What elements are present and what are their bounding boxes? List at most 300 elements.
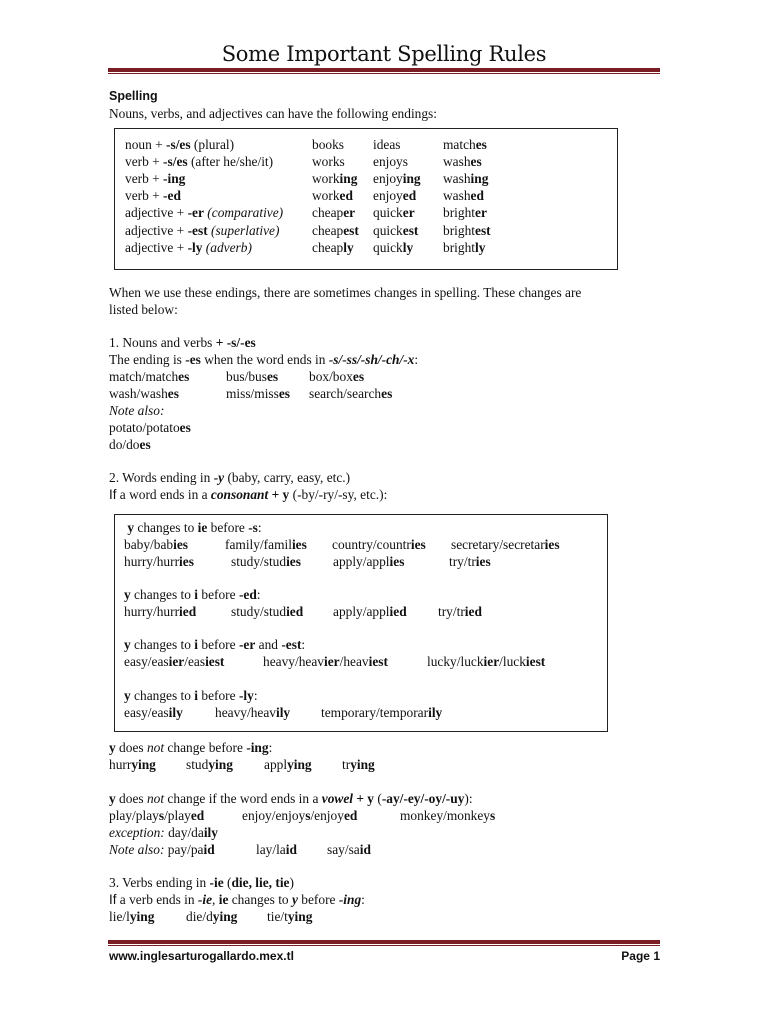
line-r1-ex2-run: es: [278, 386, 290, 401]
line-r2-title-run: (baby, carry, easy, etc.): [224, 470, 351, 485]
line-r3-rule-run: changes to: [228, 892, 292, 907]
endings-rule-run: -s/es: [166, 137, 191, 152]
line-b4-ex-example: [124, 705, 183, 721]
line-b1-head-run: y: [124, 520, 135, 535]
endings-example-run: ing: [339, 171, 358, 187]
endings-example-run: work: [312, 188, 340, 204]
line-vow-ex-run: play/play: [109, 808, 159, 823]
line-b4-head: [124, 688, 258, 704]
endings-example-run: ed: [470, 188, 484, 204]
line-b3-head-run: changes to: [130, 637, 195, 652]
line-r1-ex1-example: [309, 369, 364, 385]
line-r1-rule-run: -s/-ss/-sh/-ch/-x: [328, 352, 415, 367]
line-r1-title-run: + -s/-es: [215, 335, 256, 350]
endings-example-run: ed: [339, 188, 353, 204]
line-b2-head-run: y: [124, 587, 131, 602]
line-b1-ex2-run: hurry/hurr: [124, 554, 180, 569]
endings-example-run: quick: [373, 222, 403, 238]
line-r2-title: [109, 470, 350, 486]
line-b2-head-run: before: [198, 587, 239, 602]
line-ing-ex-run: hurr: [109, 757, 132, 772]
line-vow-head-run: not: [146, 791, 165, 806]
endings-example-run: bright: [443, 222, 475, 238]
line-b3-ex-run: heavy/heav: [263, 654, 324, 669]
endings-example-run: work: [312, 171, 340, 187]
line-r1-note: [109, 403, 164, 419]
endings-rule-run: (adverb): [202, 239, 252, 255]
line-b1-ex2-run: ies: [286, 554, 301, 569]
line-b2-ex-run: apply/appl: [333, 604, 390, 619]
line-r3-rule-run: -ing: [338, 892, 362, 907]
endings-rule-run: -ly: [187, 239, 203, 255]
endings-example: [443, 205, 487, 221]
line-vow-note-run: id: [203, 842, 215, 857]
line-ing-head-run: y: [109, 740, 116, 755]
endings-row-rule: [125, 205, 283, 221]
line-r3-title: [109, 875, 294, 891]
line-vow-ex-example: [400, 808, 495, 824]
endings-example: [443, 188, 484, 204]
line-vow-head-run: (: [374, 791, 382, 806]
line-b2-ex-run: ied: [286, 604, 304, 619]
endings-example-run: quick: [373, 205, 403, 221]
endings-row-rule: [125, 154, 273, 170]
endings-example: [373, 205, 415, 221]
line-ing-ex-run: tr: [342, 757, 351, 772]
line-ing-head-run: not: [146, 740, 165, 755]
line-b1-ex2-example: [231, 554, 301, 570]
line-r3-title-run: -ie: [209, 875, 224, 890]
line-r3-rule-run: :: [361, 892, 365, 907]
line-vow-note-run: Note also:: [109, 842, 165, 857]
line-vow-head-run: y: [109, 791, 116, 806]
endings-row-rule: [125, 240, 252, 256]
line-b2-ex-example: [231, 604, 303, 620]
line-b2-head-run: i: [194, 587, 199, 602]
endings-example-run: enjoy: [373, 188, 403, 204]
line-vow-note-example: [109, 842, 215, 858]
line-r3-rule-run: before: [297, 892, 339, 907]
line-b1-ex1-run: secretary/secretar: [451, 537, 545, 552]
line-b2-ex-run: hurry/hurr: [124, 604, 180, 619]
endings-example-run: ing: [470, 171, 489, 187]
line-b2-ex-example: [438, 604, 482, 620]
line-b3-ex-run: /eas: [184, 654, 206, 669]
line-r3-rule-run: If: [109, 892, 117, 907]
line-vow-exc-run: ily: [203, 825, 218, 840]
line-b4-ex-run: easy/eas: [124, 705, 169, 720]
endings-rule-run: (after he/she/it): [187, 154, 274, 170]
line-ing-ex-run: ying: [131, 757, 156, 772]
endings-table-box: [114, 128, 618, 270]
line-b3-ex-run: lucky/luck: [427, 654, 484, 669]
line-b1-ex1-run: ies: [173, 537, 188, 552]
line-b1-ex2-example: [333, 554, 404, 570]
line-r1-ex2-run: search/search: [309, 386, 382, 401]
line-b1-ex2-run: ies: [179, 554, 194, 569]
endings-example: [312, 205, 355, 221]
line-r2-title-run: 2. Words ending in: [109, 470, 214, 485]
endings-example-run: est: [475, 222, 491, 238]
line-b4-ex-example: [215, 705, 290, 721]
line-r1-title-run: 1. Nouns and verbs: [109, 335, 216, 350]
line-b1-head-run: ie: [197, 520, 208, 535]
line-r1-potato: [109, 420, 191, 436]
line-b1-ex1-run: ies: [544, 537, 560, 552]
line-r1-ex1-example: [109, 369, 189, 385]
endings-example-run: wash: [443, 154, 471, 170]
line-r1-ex1-run: es: [178, 369, 190, 384]
line-b2-ex-run: ied: [179, 604, 197, 619]
line-r3-ex-run: ying: [212, 909, 238, 924]
endings-example-run: ly: [402, 239, 414, 255]
line-r1-ex2-example: [309, 386, 392, 402]
line-r3-rule-run: -ie: [197, 892, 213, 907]
line-r1-ex2-run: miss/miss: [226, 386, 279, 401]
line-b4-ex-run: temporary/temporar: [321, 705, 429, 720]
line-b4-ex-example: [321, 705, 442, 721]
line-ing-ex-example: [342, 757, 375, 773]
endings-rule-run: adjective +: [125, 205, 188, 221]
line-b1-head-run: -s: [248, 520, 258, 535]
line-ing-head: [109, 740, 272, 756]
line-b1-ex2-run: study/stud: [231, 554, 287, 569]
line-r1-ex2-example: [109, 386, 179, 402]
endings-example-run: ing: [402, 171, 421, 187]
endings-example-run: er: [475, 205, 487, 221]
line-r3-ex-run: lie/l: [109, 909, 130, 924]
line-b1-ex1-run: ies: [410, 537, 426, 552]
endings-example: [443, 137, 487, 153]
line-vow-note-run: pay/pa: [164, 842, 204, 857]
line-r1-ex1-example: [226, 369, 278, 385]
line-vow-note-example: [256, 842, 297, 858]
line-ing-head-run: change before: [164, 740, 247, 755]
line-r1-rule-run: -es: [185, 352, 201, 367]
line-b1-ex1-example: [225, 537, 307, 553]
line-r3-title-run: ): [289, 875, 294, 890]
line-b4-head-run: :: [253, 688, 258, 703]
line-ing-ex-example: [264, 757, 312, 773]
line-r3-ex-run: ying: [287, 909, 313, 924]
endings-example: [373, 240, 413, 256]
line-ing-ex-run: stud: [186, 757, 209, 772]
endings-example: enjoys: [373, 154, 408, 170]
line-vow-head: [109, 791, 473, 807]
endings-example-run: es: [475, 137, 487, 152]
line-b1-ex2-example: [449, 554, 491, 570]
line-b3-head-run: -est: [281, 637, 302, 652]
endings-example: [312, 240, 354, 256]
endings-rule-run: -est: [187, 222, 208, 238]
line-b1-ex2-run: ies: [389, 554, 405, 569]
line-vow-ex-example: [242, 808, 357, 824]
line-vow-ex-run: ed: [190, 808, 205, 823]
line-r3-rule-run: y: [291, 892, 298, 907]
endings-example: [373, 223, 418, 239]
line-b2-head-run: :: [256, 587, 261, 602]
line-r1-ex1-run: bus/bus: [226, 369, 267, 384]
line-ing-ex-example: [186, 757, 233, 773]
line-r1-ex2-run: es: [167, 386, 179, 401]
line-b3-head-run: i: [194, 637, 199, 652]
line-vow-note-run: say/sa: [327, 842, 360, 857]
line-vow-ex-run: ed: [343, 808, 358, 823]
line-b1-ex2-run: ies: [475, 554, 491, 569]
line-b4-head-run: before: [198, 688, 239, 703]
section-heading-spelling: Spelling: [109, 89, 158, 103]
line-b1-ex1-run: baby/bab: [124, 537, 174, 552]
line-r1-rule: [109, 352, 418, 368]
endings-rule-run: (comparative): [203, 205, 284, 221]
line-b1-ex1-example: [451, 537, 560, 553]
line-b1-ex1-example: [124, 537, 188, 553]
line-b3-head-run: and: [255, 637, 282, 652]
line-b4-head-run: y: [124, 688, 131, 703]
line-r3-ex-example: [186, 909, 237, 925]
line-r1-title: [109, 335, 256, 351]
line-b3-head-run: :: [301, 637, 306, 652]
line-b1-head: [124, 520, 262, 536]
footer-website: www.inglesarturogallardo.mex.tl: [109, 949, 294, 963]
line-b3-ex-example: [263, 654, 388, 670]
line-r3-rule-run: ,: [212, 892, 219, 907]
line-ing-ex-run: appl: [264, 757, 288, 772]
line-b3-ex-example: [427, 654, 545, 670]
endings-example-run: ly: [343, 239, 354, 255]
line-r1-note-run: Note also:: [109, 403, 165, 418]
endings-rule-run: (superlative): [207, 222, 280, 238]
line-r3-ex-run: tie/t: [267, 909, 288, 924]
line-b2-ex-example: [333, 604, 407, 620]
endings-example: ideas: [373, 137, 401, 152]
endings-example: [443, 240, 485, 256]
line-r3-title-run: 3. Verbs ending in: [109, 875, 210, 890]
line-r1-potato-run: es: [179, 420, 191, 435]
endings-example-run: cheap: [312, 205, 344, 221]
endings-example: works: [312, 154, 345, 170]
line-r3-ex-example: [109, 909, 154, 925]
line-ing-head-run: does: [115, 740, 147, 755]
endings-rule-run: noun +: [125, 137, 167, 152]
line-ing-ex-run: ying: [350, 757, 375, 772]
line-b3-ex-run: iest: [525, 654, 546, 669]
line-b3-head: [124, 637, 305, 653]
line-b1-ex1-run: family/famil: [225, 537, 292, 552]
line-vow-ex-run: s: [158, 808, 165, 823]
endings-example-run: enjoy: [373, 171, 403, 187]
endings-example-run: er: [402, 205, 415, 221]
line-ing-ex-run: ying: [208, 757, 233, 772]
line-b3-ex-run: ier: [483, 654, 500, 669]
line-b1-ex2-example: [124, 554, 194, 570]
endings-rule-run: -ed: [163, 188, 181, 204]
line-vow-ex-run: /play: [164, 808, 191, 823]
changes-intro-line-1: When we use these endings, there are sometimes changes in spelling. These changes are: [109, 285, 582, 300]
line-b3-head-run: before: [198, 637, 239, 652]
line-b2-head-run: -ed: [238, 587, 257, 602]
line-r1-rule-run: when the word ends in: [200, 352, 329, 367]
line-r1-ex1-run: es: [266, 369, 279, 384]
line-b1-head-run: before: [207, 520, 249, 535]
endings-example-run: ly: [475, 239, 486, 255]
line-b3-head-run: y: [124, 637, 131, 652]
line-b3-ex-run: easy/eas: [124, 654, 169, 669]
page-title: Some Important Spelling Rules: [221, 42, 547, 66]
line-vow-ex-run: enjoy/enjoy: [242, 808, 306, 823]
line-r3-ex-run: ying: [129, 909, 155, 924]
endings-example-run: er: [343, 205, 356, 221]
endings-example: books: [312, 137, 344, 152]
endings-example: [443, 154, 482, 170]
line-r3-title-run: die, lie, tie: [231, 875, 290, 890]
line-r2-title-run: -y: [213, 470, 225, 485]
line-r1-rule-run: :: [414, 352, 419, 367]
line-b2-ex-example: [124, 604, 196, 620]
endings-row-rule: [125, 223, 279, 239]
line-r3-rule-run: a verb ends in: [116, 892, 198, 907]
line-b3-ex-example: [124, 654, 224, 670]
line-r2-rule-run: If: [109, 487, 117, 502]
endings-rule-run: -ing: [163, 171, 186, 187]
line-r1-ex1-run: box/box: [309, 369, 353, 384]
line-vow-exc-run: exception:: [109, 825, 165, 840]
line-vow-ex-run: s: [490, 808, 496, 823]
line-b1-ex2-run: apply/appl: [333, 554, 390, 569]
line-vow-head-run: ):: [464, 791, 473, 806]
header-rule: [108, 68, 660, 74]
line-vow-note-example: [327, 842, 371, 858]
line-b2-ex-run: ied: [389, 604, 407, 619]
line-b4-head-run: changes to: [130, 688, 195, 703]
line-b2-head: [124, 587, 261, 603]
endings-row-rule: [125, 188, 181, 204]
endings-example-run: est: [343, 222, 359, 238]
endings-example: [312, 188, 353, 204]
line-r3-ex-example: [267, 909, 312, 925]
line-vow-head-run: change if the word ends in a: [164, 791, 322, 806]
line-vow-head-run: does: [115, 791, 147, 806]
line-r1-ex2-run: es: [381, 386, 393, 401]
line-r1-potato-run: potato/potato: [109, 420, 180, 435]
endings-example: [443, 223, 491, 239]
line-b3-ex-run: ier: [323, 654, 340, 669]
line-b4-head-run: -ly: [238, 688, 254, 703]
line-vow-head-run: vowel: [321, 791, 353, 806]
line-r1-ex1-run: match/match: [109, 369, 179, 384]
endings-rule-run: -s/es: [163, 154, 188, 170]
line-vow-ex-run: monkey/monkey: [400, 808, 491, 823]
endings-example-run: quick: [373, 239, 403, 255]
line-b3-head-run: -er: [238, 637, 256, 652]
line-vow-head-run: + y: [352, 791, 375, 806]
endings-example-run: est: [402, 222, 419, 238]
line-ing-ex-example: [109, 757, 156, 773]
line-vow-exc: [109, 825, 218, 841]
endings-rule-run: (plural): [190, 137, 235, 152]
endings-rule-run: adjective +: [125, 222, 188, 238]
line-ing-ex-run: ying: [287, 757, 312, 772]
line-b1-ex1-run: ies: [291, 537, 307, 552]
line-r3-ex-run: die/d: [186, 909, 213, 924]
line-b3-ex-run: /heav: [339, 654, 369, 669]
line-b4-head-run: i: [194, 688, 199, 703]
endings-rule-run: verb +: [125, 154, 164, 170]
endings-example-run: bright: [443, 239, 475, 255]
line-b3-ex-run: ier: [168, 654, 185, 669]
endings-example-run: wash: [443, 188, 471, 204]
endings-example: [443, 171, 488, 187]
line-b2-ex-run: study/stud: [231, 604, 287, 619]
line-b3-ex-run: /luck: [499, 654, 526, 669]
line-b3-ex-run: iest: [205, 654, 225, 669]
endings-example: [312, 171, 357, 187]
line-r1-rule-run: The ending is: [109, 352, 186, 367]
line-vow-note-run: id: [359, 842, 371, 857]
line-vow-ex-example: [109, 808, 204, 824]
line-b1-head-run: changes to: [134, 520, 198, 535]
line-b4-ex-run: ily: [168, 705, 183, 720]
line-b3-ex-run: iest: [368, 654, 388, 669]
endings-row-rule: [125, 171, 185, 187]
line-r2-rule: [109, 487, 387, 503]
line-vow-note-run: id: [285, 842, 297, 857]
endings-row-rule: [125, 137, 234, 153]
endings-example: [373, 171, 421, 187]
spelling-intro: Nouns, verbs, and adjectives can have the following endings:: [109, 106, 437, 121]
line-r3-title-run: (: [223, 875, 232, 890]
line-vow-head-run: -ay/-ey/-oy/-uy: [381, 791, 465, 806]
line-r1-ex1-run: es: [352, 369, 365, 384]
line-vow-exc-run: day/da: [164, 825, 204, 840]
footer-page-number: Page 1: [621, 949, 660, 963]
line-r1-do-run: do/do: [109, 437, 140, 452]
line-r1-ex2-example: [226, 386, 290, 402]
line-b1-ex1-example: [332, 537, 426, 553]
line-r1-ex2-run: wash/wash: [109, 386, 168, 401]
endings-example: [312, 223, 359, 239]
line-b1-head-run: :: [257, 520, 262, 535]
footer-rule: [108, 940, 660, 946]
line-r3-rule-run: ie: [218, 892, 229, 907]
endings-example-run: cheap: [312, 239, 344, 255]
line-b1-ex1-run: country/countr: [332, 537, 411, 552]
line-r1-do: [109, 437, 151, 453]
line-r2-rule-run: (-by/-ry/-sy, etc.):: [289, 487, 388, 502]
endings-example: [373, 188, 416, 204]
endings-example-run: cheap: [312, 222, 344, 238]
line-b1-ex2-run: try/tr: [449, 554, 476, 569]
changes-intro-line-2: listed below:: [109, 302, 178, 317]
line-r2-rule-run: + y: [268, 487, 290, 502]
line-ing-head-run: :: [268, 740, 273, 755]
line-b4-ex-run: ily: [275, 705, 291, 720]
line-vow-ex-run: s: [305, 808, 311, 823]
endings-rule-run: verb +: [125, 188, 164, 204]
line-b2-head-run: changes to: [130, 587, 195, 602]
line-r2-rule-run: a word ends in a: [116, 487, 211, 502]
endings-example-run: match: [443, 137, 476, 152]
line-b4-ex-run: ily: [428, 705, 443, 720]
endings-example-run: wash: [443, 171, 471, 187]
endings-rule-run: -er: [187, 205, 204, 221]
line-r2-rule-run: consonant: [210, 487, 269, 502]
line-b2-ex-run: try/tr: [438, 604, 465, 619]
line-vow-note-run: lay/la: [256, 842, 286, 857]
endings-example-run: es: [470, 154, 482, 170]
endings-example-run: bright: [443, 205, 475, 221]
line-vow-ex-run: /enjoy: [310, 808, 344, 823]
